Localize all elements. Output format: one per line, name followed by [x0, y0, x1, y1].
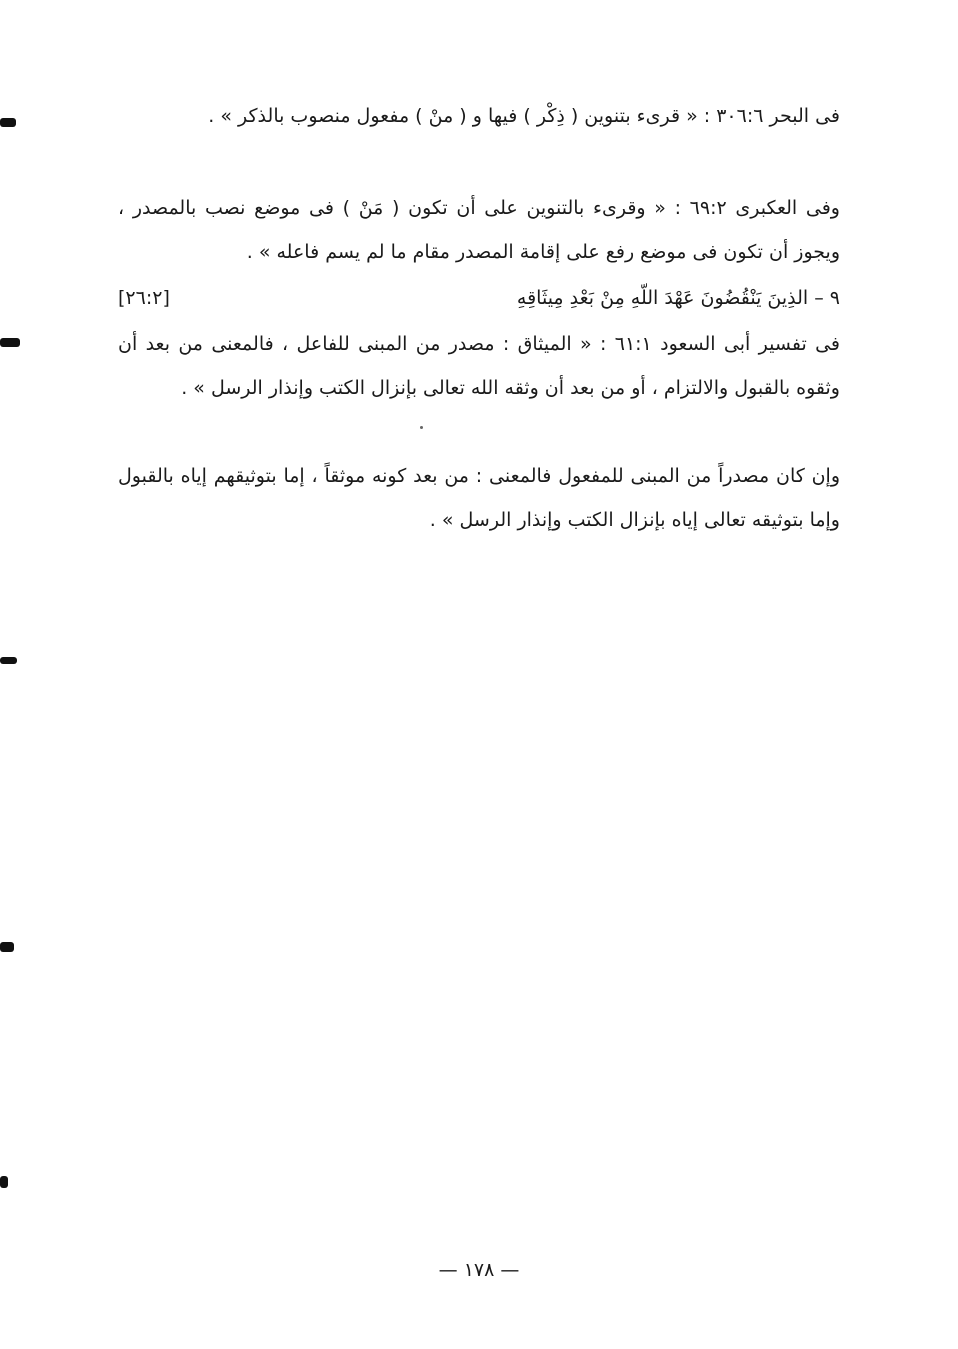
verse-line [118, 276, 840, 320]
scan-speck [420, 426, 423, 429]
scan-mark [0, 118, 16, 127]
scan-mark [0, 942, 14, 952]
page-number: — ١٧٨ — [438, 1259, 520, 1281]
paragraph-abu-saud: فى تفسير أبى السعود ٦١:١ : « الميثاق : مصدر من المبنى للفاعل ، فالمعنى من بعد أن وثقوه بالقبول والالتزام ، أو من بعد أن وثقه الله تعالى بإنزال الكتب وإنذار الرسل » . [118, 333, 840, 399]
verse-text: ٩ – الذِينَ يَنْقُضُونَ عَهْدَ اللّهِ مِنْ بَعْدِ مِيثَاقِهِ [516, 287, 840, 309]
paragraph-bahr: فى البحر ٣٠٦:٦ : « قرىء بتنوين ( ذِكْر ) فيها و ( منْ ) مفعول منصوب بالذكر » . [208, 105, 840, 127]
verse-reference: [٢٦:٢] [118, 287, 170, 309]
paragraph-ukbari: وفى العكبرى ٦٩:٢ : « وقرىء بالتنوين على أن تكون ( مَنْ ) فى موضع نصب بالمصدر ، ويجوز أن تكون فى موضع رفع على إقامة المصدر مقام ما لم يسم فاعله » . [118, 197, 840, 263]
paragraph-mafool: وإن كان مصدراً من المبنى للمفعول فالمعنى : من بعد كونه موثقاً ، إما بتوثيقهم إياه بالقبول وإما بتوثيقه تعالى إياه بإنزال الكتب وإنذار الرسل » . [118, 465, 840, 531]
scan-mark [0, 1176, 8, 1188]
scan-mark [0, 338, 20, 347]
scan-mark [0, 657, 17, 664]
